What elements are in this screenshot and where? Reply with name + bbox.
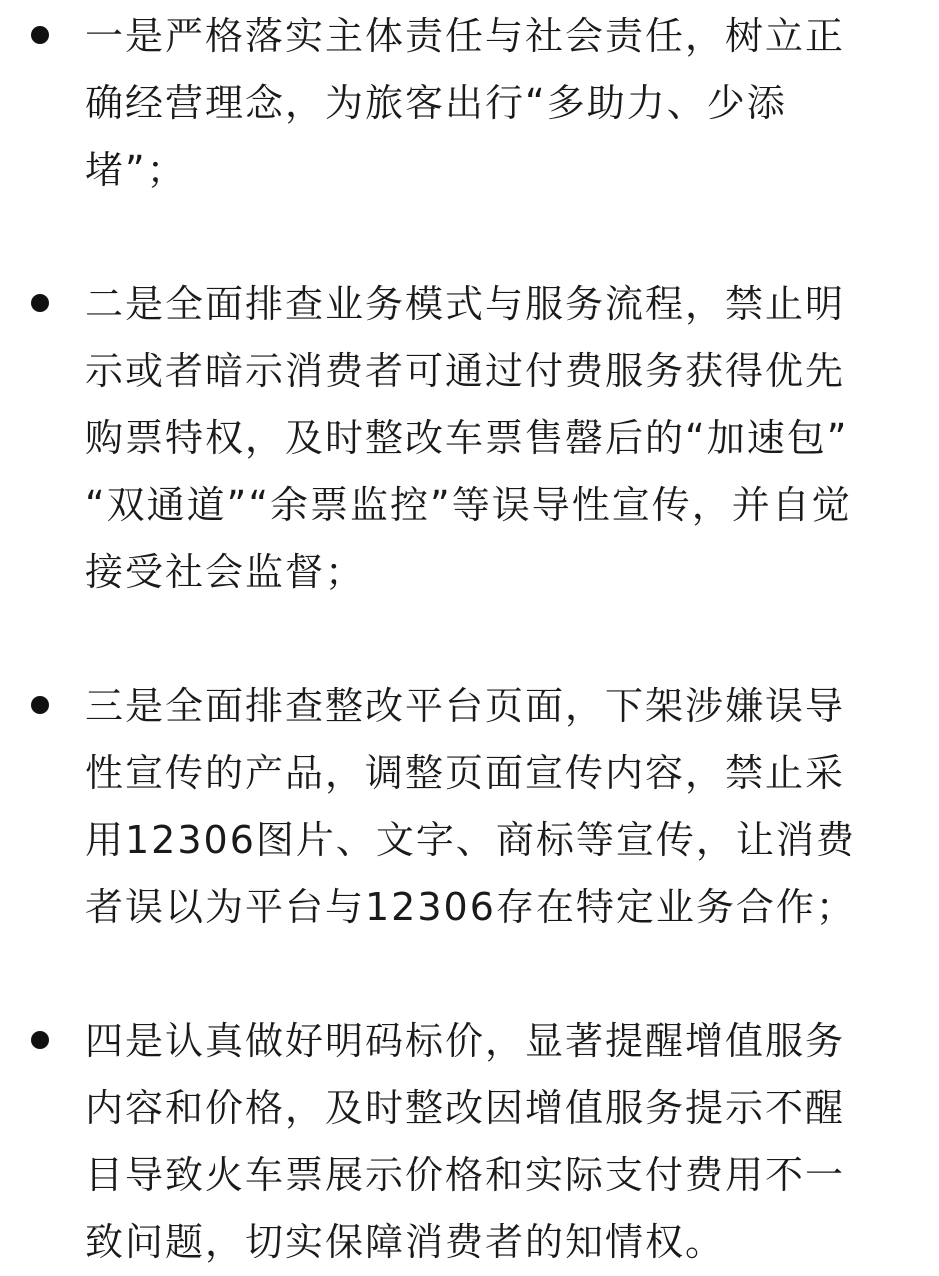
text-line: 接受社会监督； — [85, 550, 366, 594]
list-item-text — [85, 271, 915, 606]
list-item-text — [85, 3, 915, 204]
text-line: 确经营理念，为旅客出行“多助力、少添 — [85, 81, 787, 125]
bullet-icon — [31, 26, 49, 44]
list-item-text — [85, 673, 915, 941]
bullet-icon — [31, 1031, 49, 1049]
text-line: 内容和价格，及时整改因增值服务提示不醒 — [85, 1086, 846, 1130]
text-line: 者误以为平台与12306存在特定业务合作； — [85, 885, 856, 929]
text-line: 性宣传的产品，调整页面宣传内容，禁止采 — [85, 751, 846, 795]
text-line: 二是全面排查业务模式与服务流程，禁止明 — [85, 282, 846, 326]
bullet-icon — [31, 294, 49, 312]
text-line: 示或者暗示消费者可通过付费服务获得优先 — [85, 349, 846, 393]
text-line: 三是全面排查整改平台页面，下架涉嫌误导 — [85, 684, 846, 728]
text-line: 四是认真做好明码标价，显著提醒增值服务 — [85, 1019, 846, 1063]
text-line: “双通道”“余票监控”等误导性宣传，并自觉 — [85, 483, 852, 527]
text-line: 目导致火车票展示价格和实际支付费用不一 — [85, 1153, 846, 1197]
text-line: 用12306图片、文字、商标等宣传，让消费 — [85, 818, 856, 862]
text-line: 堵”； — [85, 148, 187, 192]
bullet-icon — [31, 696, 49, 714]
list-item-text — [85, 1008, 915, 1276]
text-line: 一是严格落实主体责任与社会责任，树立正 — [85, 14, 846, 58]
text-line: 致问题，切实保障消费者的知情权。 — [85, 1220, 726, 1264]
text-line: 购票特权，及时整改车票售罄后的“加速包” — [85, 416, 849, 460]
